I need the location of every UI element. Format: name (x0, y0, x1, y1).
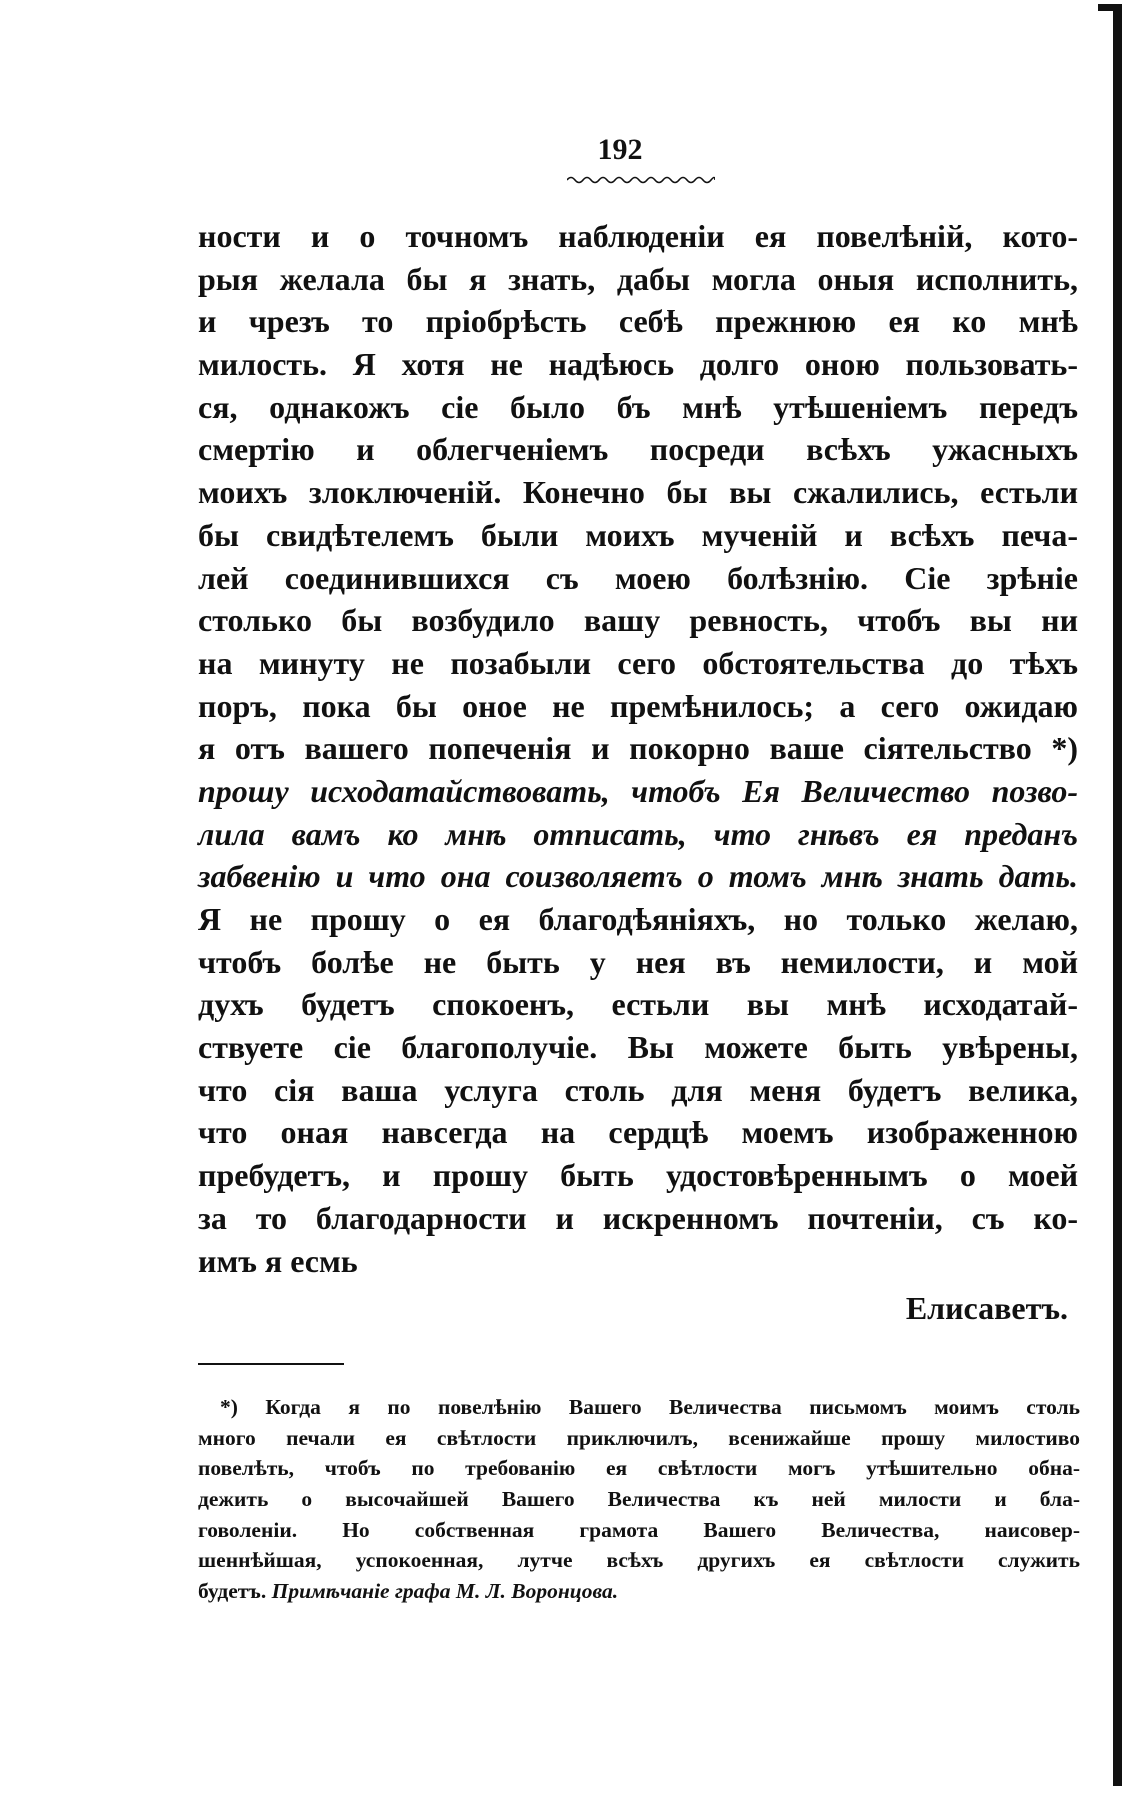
footnote-line: много печали ея свѣтлости приключилъ, всенижайше прошу милостиво (198, 1425, 1080, 1450)
body-line: милость. Я хотя не надѣюсь долго оною пользовать- (198, 346, 1078, 383)
page-edge-rule (1113, 4, 1122, 1786)
body-line: рыя желала бы я знать, дабы могла оныя исполнить, (198, 260, 1078, 297)
letter-body (198, 215, 1078, 1282)
footnote-text: будетъ. (198, 1579, 267, 1604)
body-line: смертiю и облегченiемъ посреди всѣхъ ужасныхъ (198, 431, 1078, 468)
body-line: поръ, пока бы оное не премѣнилось; а сего ожидаю (198, 687, 1078, 724)
body-line: бы свидѣтелемъ были моихъ мученiй и всѣхъ печа- (198, 516, 1078, 553)
italic-line: лила вамъ ко мнѣ отписать, что гнѣвъ ея преданъ (198, 815, 1078, 852)
body-line: и чрезъ то прiобрѣсть себѣ прежнюю ея ко мнѣ (198, 303, 1078, 340)
footnote-line: шеннѣйшая, успокоенная, лутче всѣхъ другихъ ея свѣтлости служить (198, 1548, 1080, 1573)
body-line: столько бы возбудило вашу ревность, чтобъ вы ни (198, 602, 1078, 639)
signature: Елисаветъ. (905, 1290, 1068, 1326)
body-line: моихъ злоключенiй. Конечно бы вы сжалились, естьли (198, 474, 1078, 511)
footnote-line: говоленiи. Но собственная грамота Вашего Величества, наисовер- (198, 1517, 1080, 1542)
body-line: чтобъ болѣе не быть у нея въ немилости, и мой (198, 943, 1078, 980)
body-line: духъ будетъ спокоенъ, естьли вы мнѣ исходатай- (198, 986, 1078, 1023)
footnote-last-line (198, 1576, 1080, 1607)
body-line: за то благодарности и искренномъ почтенiи, съ ко- (198, 1199, 1078, 1236)
footnote-line: *) Когда я по повелѣнiю Вашего Величества письмомъ моимъ столь (220, 1395, 1080, 1419)
page-number: 192 (597, 133, 643, 166)
italic-line: забвенiю и что она соизволяетъ о томъ мнѣ знать дать. (198, 858, 1078, 895)
body-line: я отъ вашего попеченiя и покорно ваше сiятельство *) (198, 730, 1078, 767)
footnote-divider (198, 1363, 344, 1365)
footnote-line: повелѣть, чтобъ по требованiю ея свѣтлости могъ утѣшительно обна- (198, 1456, 1080, 1481)
footnote (198, 1392, 1080, 1607)
body-line: что оная навсегда на сердцѣ моемъ изображенною (198, 1114, 1078, 1151)
body-line: лей соединившихся съ моею болѣзнiю. Сiе зрѣнiе (198, 559, 1078, 596)
body-line: ности и о точномъ наблюденiи ея повелѣнiй, кото- (198, 218, 1078, 254)
body-line: пребудетъ, и прошу быть удостовѣреннымъ о моей (198, 1157, 1078, 1194)
body-line: на минуту не позабыли сего обстоятельства до тѣхъ (198, 644, 1078, 681)
footnote-attribution: Примѣчанiе графа М. Л. Воронцова. (271, 1579, 619, 1604)
wavy-ornament-icon (567, 175, 715, 185)
body-line: имъ я есмь (198, 1242, 358, 1279)
body-line: ся, однакожъ сiе было бъ мнѣ утѣшенiемъ передъ (198, 388, 1078, 425)
body-line: ствуете сiе благополучiе. Вы можете быть увѣрены, (198, 1029, 1078, 1066)
body-line: Я не прошу о ея благодѣянiяхъ, но только желаю, (198, 901, 1078, 937)
footnote-line: дежить о высочайшей Вашего Величества къ ней милости и бла- (198, 1487, 1080, 1512)
body-line: что сiя ваша услуга столь для меня будетъ велика, (198, 1071, 1078, 1108)
page-edge-tick (1098, 4, 1122, 11)
italic-line: прошу исходатайствовать, чтобъ Ея Величество позво- (198, 772, 1078, 809)
